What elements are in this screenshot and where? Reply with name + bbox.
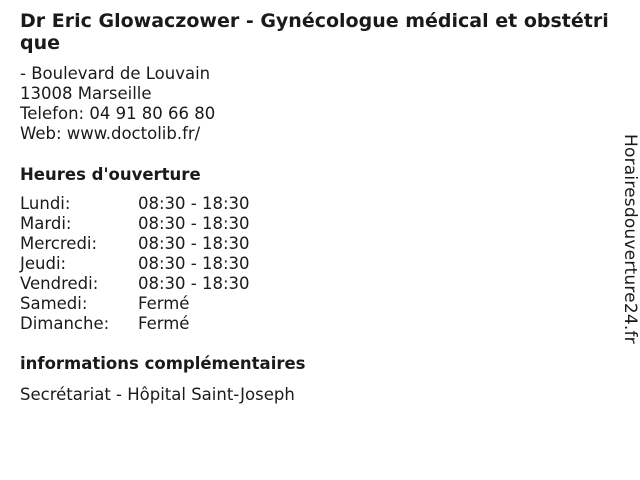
hours-time: 08:30 - 18:30 [138,194,250,213]
opening-hours-table [20,194,610,334]
postal-city: 13008 Marseille [20,84,152,103]
phone-number: Telefon: 04 91 80 66 80 [20,104,216,123]
hours-day: Samedi: [20,294,88,313]
hours-row [20,274,610,294]
business-card [20,10,610,405]
opening-hours-heading: Heures d'ouverture [20,165,201,184]
hours-row [20,214,610,234]
hours-day: Mardi: [20,214,72,233]
hours-day: Mercredi: [20,234,98,253]
hours-time: Fermé [138,294,190,313]
hours-time: 08:30 - 18:30 [138,214,250,233]
website: Web: www.doctolib.fr/ [20,124,201,143]
hours-time: 08:30 - 18:30 [138,234,250,253]
hours-row [20,194,610,214]
hours-time: 08:30 - 18:30 [138,254,250,273]
hours-row [20,314,610,334]
hours-day: Vendredi: [20,274,99,293]
hours-time: Fermé [138,314,190,333]
hours-day: Dimanche: [20,314,110,333]
additional-info-text: Secrétariat - Hôpital Saint-Joseph [20,385,295,404]
page-title: Dr Eric Glowaczower - Gynécologue médical et obstétrique [20,10,609,54]
address-block [20,64,610,144]
street-address: - Boulevard de Louvain [20,64,211,83]
hours-row [20,234,610,254]
hours-day: Lundi: [20,194,71,213]
hours-day: Jeudi: [20,254,67,273]
hours-row [20,254,610,274]
hours-row [20,294,610,314]
site-watermark: Horairesdouverture24.fr [620,134,640,344]
additional-info-heading: informations complémentaires [20,354,306,373]
hours-time: 08:30 - 18:30 [138,274,250,293]
